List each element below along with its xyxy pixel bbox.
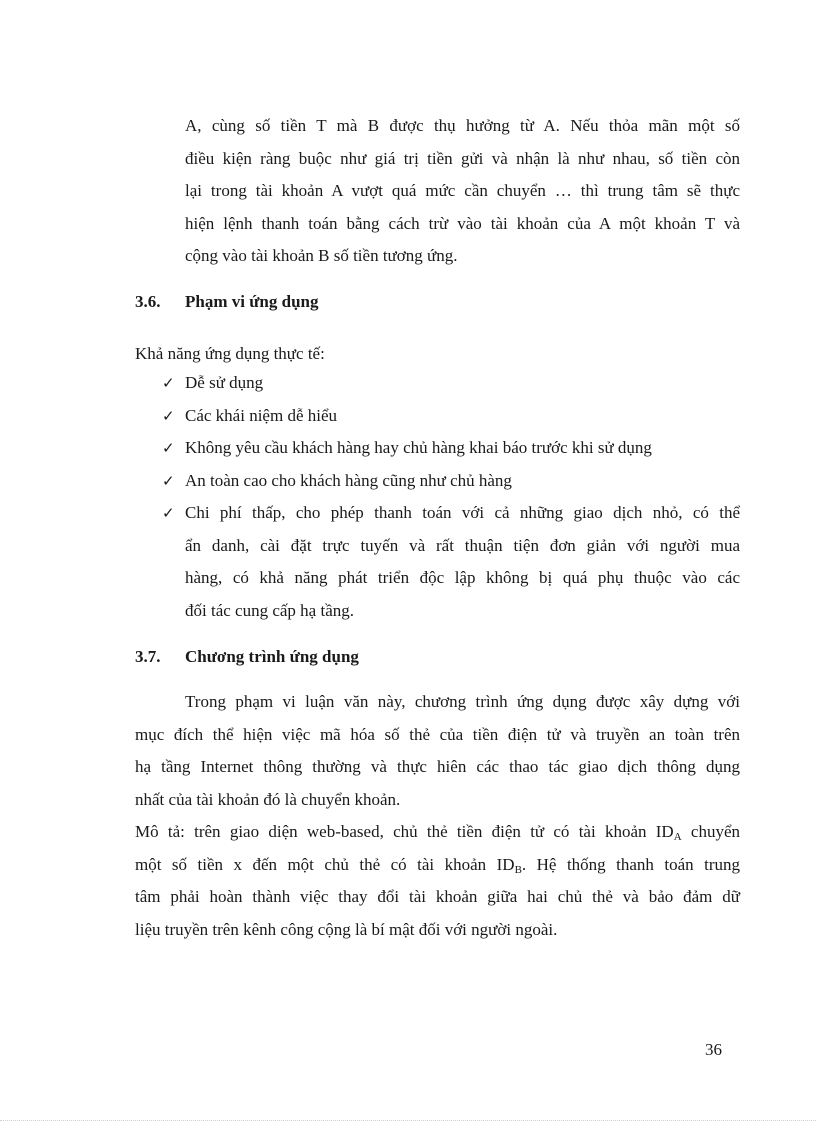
list-item [135, 367, 740, 400]
checkmark-icon: ✓ [162, 471, 175, 490]
page-number: 36 [705, 1040, 722, 1059]
text-line: A, cùng số tiền T mà B được thụ hưởng từ A. Nếu thỏa mãn một số [185, 116, 740, 135]
text-line: Trong phạm vi luận văn này, chương trình ứng dụng được xây dựng với [185, 692, 740, 711]
applicability-list [135, 367, 740, 627]
text-line: hạ tầng Internet thông thường và thực hiên các thao tác giao dịch thông dụng [135, 757, 740, 776]
text-line: nhất của tài khoản đó là chuyển khoản. [135, 789, 401, 809]
text-segment: một số tiền x đến một chủ thẻ có tài khoản ID [135, 854, 515, 874]
text-line [135, 816, 740, 849]
program-paragraph [135, 686, 740, 816]
list-item-line: ẩn danh, cài đặt trực tuyến và rất thuận tiện đơn giản với người mua [185, 535, 740, 555]
list-item [135, 400, 740, 433]
description-paragraph [135, 816, 740, 946]
text-segment: Mô tả: trên giao diện web-based, chủ thẻ tiền điện tử có tài khoản ID [135, 822, 674, 841]
section-number: 3.6. [135, 292, 161, 311]
checkmark-icon: ✓ [162, 374, 175, 392]
applicability-intro: Khả năng ứng dụng thực tế: [135, 344, 325, 363]
list-item [135, 497, 740, 627]
text-line: hiện lệnh thanh toán bằng cách trừ vào tài khoản của A một khoản T và [185, 213, 740, 233]
checkmark-icon: ✓ [162, 406, 175, 425]
list-item-text: Dễ sử dụng [185, 373, 264, 392]
list-item-text: An toàn cao cho khách hàng cũng như chủ hàng [185, 470, 512, 490]
list-item-line: Chi phí thấp, cho phép thanh toán với cả những giao dịch nhỏ, có thể [185, 503, 740, 522]
subscript-b: B [514, 863, 522, 876]
list-item [135, 432, 740, 465]
section-number: 3.7. [135, 647, 161, 666]
list-item-line: hàng, có khả năng phát triển độc lập không bị quá phụ thuộc vào các [185, 568, 740, 587]
text-line: lại trong tài khoản A vượt quá mức cần chuyển … thì trung tâm sẽ thực [185, 181, 740, 200]
checkmark-icon: ✓ [162, 439, 175, 457]
checkmark-icon: ✓ [162, 504, 175, 522]
section-heading-3-7 [135, 647, 435, 671]
list-item-text: Các khái niệm dễ hiểu [185, 405, 338, 425]
page-bottom-divider [0, 1120, 816, 1121]
list-item-line: đối tác cung cấp hạ tầng. [185, 600, 354, 620]
text-line: liệu truyền trên kênh công cộng là bí mật đối với người ngoài. [135, 919, 558, 939]
subscript-a: A [673, 831, 682, 843]
text-line: cộng vào tài khoản B số tiền tương ứng. [185, 246, 458, 265]
list-item [135, 465, 740, 498]
text-segment: . Hệ thống thanh toán trung [521, 854, 740, 874]
text-line: tâm phải hoàn thành việc thay đổi tài khoản giữa hai chủ thẻ và bảo đảm dữ [135, 887, 740, 906]
text-line: mục đích thể hiện việc mã hóa số thẻ của tiền điện tử và truyền an toàn trên [135, 724, 740, 744]
section-title: Chương trình ứng dụng [185, 647, 359, 666]
text-line [135, 849, 740, 882]
text-segment: chuyển [681, 822, 741, 841]
intro-paragraph [185, 110, 740, 273]
section-title: Phạm vi ứng dụng [185, 292, 319, 311]
section-heading-3-6 [135, 292, 435, 316]
list-item-text: Không yêu cầu khách hàng hay chủ hàng khai báo trước khi sử dụng [185, 438, 652, 457]
text-line: điều kiện ràng buộc như giá trị tiền gửi và nhận là như nhau, số tiền còn [185, 148, 740, 168]
